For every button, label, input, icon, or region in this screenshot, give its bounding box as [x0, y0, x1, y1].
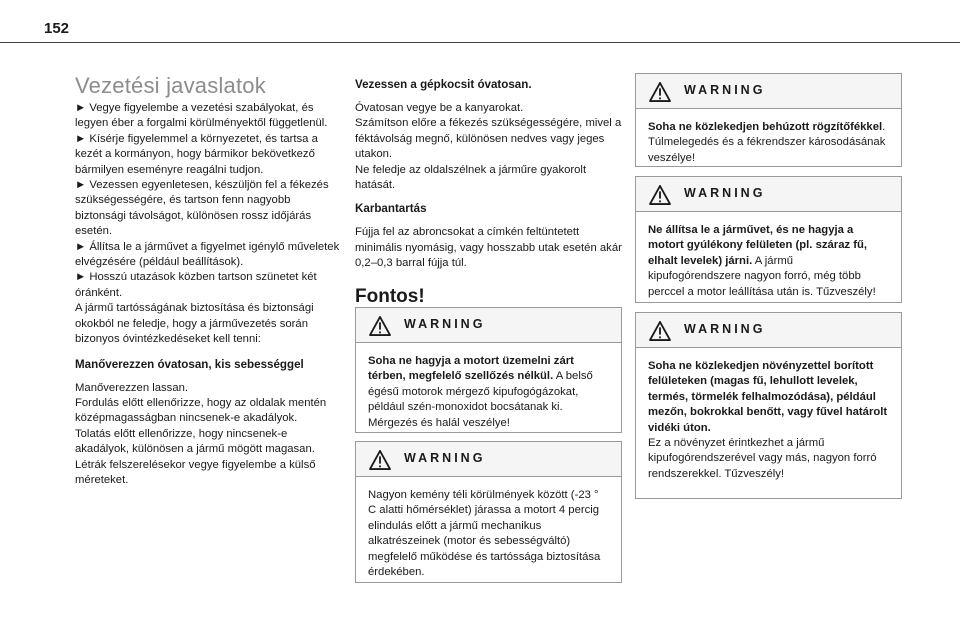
warning-header — [356, 442, 621, 477]
left-column — [75, 101, 343, 488]
header-rule — [0, 42, 960, 43]
maintenance-heading: Karbantartás — [355, 202, 427, 216]
body-line: Óvatosan vegye be a kanyarokat. — [355, 102, 524, 114]
warning-triangle-icon — [649, 321, 671, 341]
important-heading: Fontos! — [355, 285, 425, 307]
section-title: Vezetési javaslatok — [75, 73, 266, 98]
body-line: Tolatás előtt ellenőrizze, hogy nincsenek-e akadályok, különösen a jármű mögött magasan. Létrák felszerelésekor vegye figyelembe a külső méreteket. — [75, 427, 316, 486]
warning-text: Nagyon kemény téli körülmények között (-23 ° C alatti hőmérséklet) járassa a motort 4 percig elindulás előtt a jármű mechanikus alkatrészeinek (motor és sebességváltó) megfelelő működése és tartóssága biztosítása érdekében. — [368, 489, 601, 579]
warning-box — [355, 307, 622, 433]
warning-title: WARNING — [684, 322, 766, 336]
body-line: Fújja fel az abroncsokat a címkén feltüntetett minimális nyomásig, vagy hosszabb utak esetén akár 0,2–0,3 barral fújja túl. — [355, 226, 622, 270]
warning-triangle-icon — [649, 82, 671, 102]
warning-title: WARNING — [684, 186, 766, 200]
warning-header — [356, 308, 621, 343]
body-line: Manőverezzen lassan. — [75, 381, 189, 394]
warning-title: WARNING — [684, 83, 766, 97]
warning-title: WARNING — [404, 451, 486, 465]
bullet-item: ► Vegye figyelembe a vezetési szabályokat, és legyen éber a forgalmi körülményektől függetlenül. — [75, 102, 328, 130]
body-line: Fordulás előtt ellenőrizze, hogy az oldalak mentén középmagasságban nincsenek-e akadályok. — [75, 396, 327, 425]
body-line: Ne feledje az oldalszélnek a járműre gyakorolt hatását. — [355, 163, 587, 192]
warning-box — [635, 176, 902, 303]
warning-header — [636, 74, 901, 109]
warning-box — [635, 73, 902, 167]
bullet-item: ► Állítsa le a járművet a figyelmet igénylő műveletek elvégzésére (például beállítások). — [75, 240, 340, 269]
warning-bold-text: Soha ne közlekedjen behúzott rögzítőfékkel — [648, 121, 883, 133]
warning-bold-text: Ne állítsa le a járművet, és ne hagyja a motort gyúlékony felületen (pl. száraz fű, elhalt levelek) járni. — [648, 224, 868, 267]
warning-header — [636, 177, 901, 212]
warning-text: Ez a növényzet érintkezhet a jármű kipufogórendszerével vagy más, nagyon forró rendszerekkel. Tűzveszély! — [648, 437, 877, 480]
intro-note: A jármű tartósságának biztosítása és biztonsági okokból ne feledje, hogy a járművezetés során bizonyos óvintézkedéseket kell tenni: — [75, 302, 314, 346]
body-line: Számítson előre a fékezés szükségességére, mivel a féktávolság megnő, különösen nedves vagy jeges utakon. — [355, 117, 622, 161]
bullet-item: ► Kísérje figyelemmel a környezetet, és tartsa a kezét a kormányon, hogy bármikor bekövetkező bármilyen eseményre reagálni tudjon. — [75, 132, 318, 176]
warning-box — [635, 312, 902, 499]
page-number: 152 — [44, 20, 70, 37]
middle-column — [355, 77, 623, 308]
warning-box — [355, 441, 622, 583]
bullet-item: ► Hosszú utazások közben tartson szünetet két óránként. — [75, 271, 317, 299]
maneuver-heading: Manőverezzen óvatosan, kis sebességgel — [75, 357, 304, 371]
warning-bold-text: Soha ne hagyja a motort üzemelni zárt térben, megfelelő szellőzés nélkül. — [368, 355, 574, 383]
warning-title: WARNING — [404, 317, 486, 331]
warning-triangle-icon — [649, 185, 671, 205]
warning-text: A jármű kipufogórendszere nagyon forró, még több perccel a motor leállítása után is. Tűzveszély! — [648, 254, 876, 298]
warning-triangle-icon — [369, 316, 391, 336]
bullet-item: ► Vezessen egyenletesen, készüljön fel a fékezés szükségességére, és tartson fenn nagyobb biztonsági távolságot, különösen rossz időjárás esetén. — [75, 179, 329, 238]
warning-triangle-icon — [369, 450, 391, 470]
careful-driving-heading: Vezessen a gépkocsit óvatosan. — [355, 78, 532, 91]
warning-text: A belső égésű motorok mérgező kipufogógázokat, például szén-monoxidot bocsátanak ki. Mérgezés és halál veszélye! — [368, 370, 593, 429]
warning-text: . Túlmelegedés és a fékrendszer károsodásának veszélye! — [648, 121, 886, 164]
warning-bold-text: Soha ne közlekedjen növényzettel borított felületeken (magas fű, lehullott levelek, termés, törmelék felhalmozódása), például mezőn, bokrokkal benőtt, vagy fűvel határolt vidéki úton. — [648, 360, 888, 434]
warning-header — [636, 313, 901, 348]
